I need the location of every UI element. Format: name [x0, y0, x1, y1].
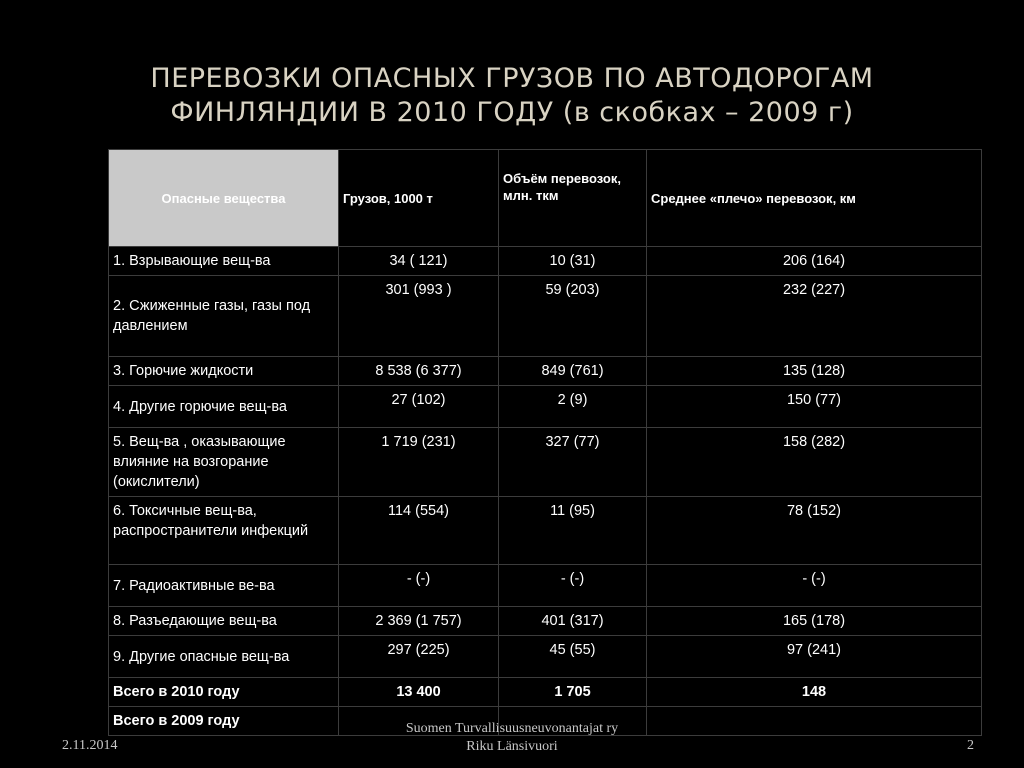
header-substances: Опасные вещества [109, 150, 339, 247]
row-label: 7. Радиоактивные ве-ва [109, 565, 339, 607]
row-label: 8. Разъедающие вещ-ва [109, 607, 339, 636]
row-distance: 97 (241) [647, 636, 982, 678]
table-row [109, 276, 982, 357]
row-volume: 401 (317) [499, 607, 647, 636]
table-row [109, 636, 982, 678]
table-row [109, 565, 982, 607]
row-cargo: 297 (225) [339, 636, 499, 678]
table-row [109, 607, 982, 636]
row-distance: 78 (152) [647, 497, 982, 565]
row-distance: 165 (178) [647, 607, 982, 636]
title-line-2-note: (в скобках – 2009 г) [562, 97, 854, 128]
row-volume: 11 (95) [499, 497, 647, 565]
footer-credits [0, 720, 1024, 756]
footer-org: Suomen Turvallisuusneuvonantajat ry [405, 721, 619, 736]
row-label: 1. Взрывающие вещ-ва [109, 247, 339, 276]
row-volume: 2 (9) [499, 386, 647, 428]
total-2010-volume: 1 705 [499, 678, 647, 707]
table-header-row [109, 150, 982, 247]
row-distance: 150 (77) [647, 386, 982, 428]
row-cargo: 1 719 (231) [339, 428, 499, 497]
row-volume: 10 (31) [499, 247, 647, 276]
row-distance: - (-) [647, 565, 982, 607]
header-distance: Среднее «плечо» перевозок, км [647, 150, 982, 247]
table-row [109, 357, 982, 386]
row-cargo: 114 (554) [339, 497, 499, 565]
footer-page-number: 2 [967, 738, 974, 753]
row-volume: 45 (55) [499, 636, 647, 678]
row-distance: 206 (164) [647, 247, 982, 276]
row-volume: 59 (203) [499, 276, 647, 357]
row-label: 4. Другие горючие вещ-ва [109, 386, 339, 428]
row-distance: 135 (128) [647, 357, 982, 386]
row-volume: 327 (77) [499, 428, 647, 497]
total-2010-distance: 148 [647, 678, 982, 707]
row-distance: 158 (282) [647, 428, 982, 497]
footer-date: 2.11.2014 [62, 738, 118, 753]
row-label: 6. Токсичные вещ-ва, распространители инфекций [109, 497, 339, 565]
header-volume: Объём перевозок, млн. ткм [499, 150, 647, 247]
row-label: 2. Сжиженные газы, газы под давлением [109, 276, 339, 357]
row-cargo: 8 538 (6 377) [339, 357, 499, 386]
row-distance: 232 (227) [647, 276, 982, 357]
total-2010-cargo: 13 400 [339, 678, 499, 707]
row-cargo: 301 (993 ) [339, 276, 499, 357]
table-row [109, 428, 982, 497]
row-cargo: - (-) [339, 565, 499, 607]
table-row [109, 386, 982, 428]
total-2010-row [109, 678, 982, 707]
row-label: 9. Другие опасные вещ-ва [109, 636, 339, 678]
table-row [109, 247, 982, 276]
slide-title [80, 62, 944, 130]
total-2009-label: Всего в 2009 году [109, 707, 339, 736]
row-label: 3. Горючие жидкости [109, 357, 339, 386]
title-line-1: ПЕРЕВОЗКИ ОПАСНЫХ ГРУЗОВ ПО АВТОДОРОГАМ [150, 63, 874, 94]
row-volume: - (-) [499, 565, 647, 607]
title-line-2-main: ФИНЛЯНДИИ В 2010 ГОДУ [170, 97, 554, 128]
dangerous-goods-table [108, 149, 982, 736]
footer-author: Riku Länsivuori [466, 739, 558, 754]
row-cargo: 2 369 (1 757) [339, 607, 499, 636]
row-cargo: 34 ( 121) [339, 247, 499, 276]
row-cargo: 27 (102) [339, 386, 499, 428]
row-volume: 849 (761) [499, 357, 647, 386]
header-cargo: Грузов, 1000 т [339, 150, 499, 247]
row-label: 5. Вещ-ва , оказывающие влияние на возгорание (окислители) [109, 428, 339, 497]
table-row [109, 497, 982, 565]
total-2010-label: Всего в 2010 году [109, 678, 339, 707]
title-line-2 [80, 96, 944, 130]
